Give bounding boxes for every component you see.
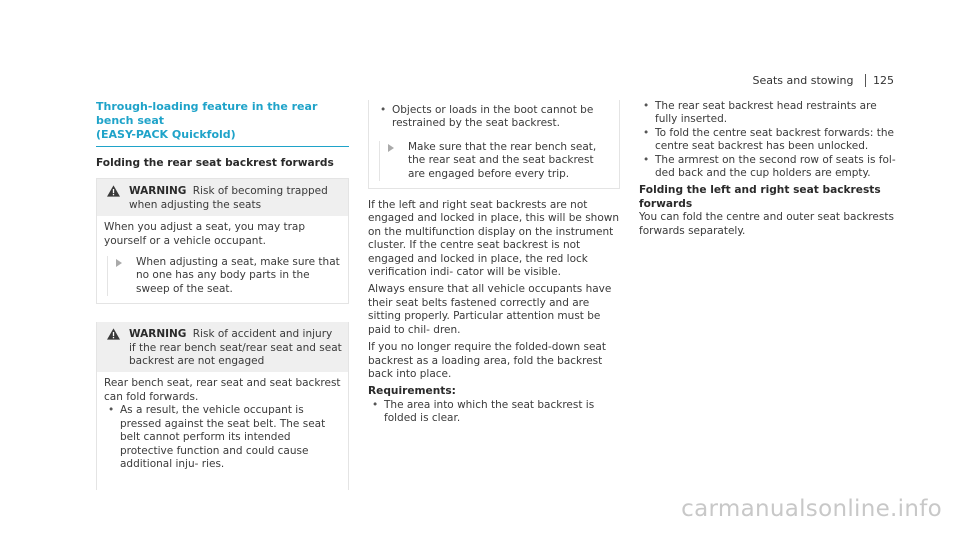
action-bar bbox=[107, 256, 108, 296]
column-2 bbox=[368, 100, 620, 426]
list-item: • To fold the centre seat backrest forwards: the centre seat backrest has been unlocked. bbox=[639, 127, 899, 154]
list-item: • The area into which the seat backrest is folded is clear. bbox=[368, 399, 620, 426]
subheading-left-right: Folding the left and right seat backrests forwards bbox=[639, 184, 881, 210]
paragraph-fold-back: If you no longer require the folded-down seat backrest as a loading area, fold the backrest back into place. bbox=[368, 341, 606, 380]
warning-label: WARNING bbox=[129, 328, 187, 341]
action-arrow-icon bbox=[116, 259, 122, 267]
paragraph-lock-status: If the left and right seat backrests are not engaged and locked in place, this will be shown on the multifunction display on the instrument cluster. If the centre seat backrest is not engaged and locked in place, the red lock verification indi- cator will be visible. bbox=[368, 199, 619, 279]
warning-text: Risk of becoming trapped when adjusting the seats bbox=[129, 185, 328, 211]
warning-body-text: Rear bench seat, rear seat and seat backrest can fold forwards. bbox=[104, 377, 341, 403]
warning-header bbox=[97, 322, 348, 372]
warning-body-text: When you adjust a seat, you may trap yourself or a vehicle occupant. bbox=[104, 221, 306, 247]
requirements-list bbox=[368, 399, 620, 426]
warning-body bbox=[369, 100, 619, 188]
warning-panel-continued bbox=[368, 100, 620, 189]
requirements-list-continued bbox=[639, 100, 899, 180]
requirements-label: Requirements: bbox=[368, 385, 456, 398]
watermark-text: carmanualsonline.info bbox=[681, 496, 942, 522]
column-3 bbox=[639, 100, 899, 238]
section-title-line1: Through-loading feature in the rear bench seat bbox=[96, 100, 318, 127]
subheading-folding-rear: Folding the rear seat backrest forwards bbox=[96, 157, 334, 169]
action-step bbox=[376, 141, 612, 181]
action-step bbox=[104, 256, 341, 296]
warning-bullet-list bbox=[104, 404, 341, 471]
section-title-line2: (EASY-PACK Quickfold) bbox=[96, 128, 236, 141]
list-item: • The rear seat backrest head restraints are fully inserted. bbox=[639, 100, 899, 127]
warning-body bbox=[97, 216, 348, 303]
column-1 bbox=[96, 100, 349, 490]
action-text: When adjusting a seat, make sure that no one has any body parts in the sweep of the seat. bbox=[136, 256, 340, 295]
list-item: • As a result, the vehicle occupant is pressed against the seat belt. The seat belt cannot perform its intended protective function and could cause additional inju- ries. bbox=[104, 404, 341, 471]
list-item: • Objects or loads in the boot cannot be restrained by the seat backrest. bbox=[376, 104, 612, 131]
warning-label: WARNING bbox=[129, 185, 187, 198]
page-header bbox=[752, 74, 894, 87]
warning-triangle-icon bbox=[107, 328, 120, 340]
paragraph-separately: You can fold the centre and outer seat backrests forwards separately. bbox=[639, 211, 894, 237]
warning-panel-accident bbox=[96, 322, 349, 490]
page-number: 125 bbox=[865, 74, 894, 87]
warning-text: Risk of accident and injury if the rear bench seat/rear seat and seat backrest are not engaged bbox=[129, 328, 342, 368]
action-arrow-icon bbox=[388, 144, 394, 152]
list-item: • The armrest on the second row of seats is fol- ded back and the cup holders are empty. bbox=[639, 154, 899, 181]
warning-bullet-list bbox=[376, 104, 612, 131]
action-text: Make sure that the rear bench seat, the rear seat and the seat backrest are engaged before every trip. bbox=[408, 140, 597, 180]
warning-triangle-icon bbox=[107, 185, 120, 197]
warning-header bbox=[97, 179, 348, 216]
warning-panel-trap bbox=[96, 178, 349, 304]
paragraph-seat-belts: Always ensure that all vehicle occupants have their seat belts fastened correctly and are sitting properly. Particular attention must be paid to chil- dren. bbox=[368, 283, 612, 336]
section-name: Seats and stowing bbox=[752, 74, 854, 87]
warning-body bbox=[97, 372, 348, 478]
action-bar bbox=[379, 141, 380, 181]
section-title bbox=[96, 100, 349, 147]
